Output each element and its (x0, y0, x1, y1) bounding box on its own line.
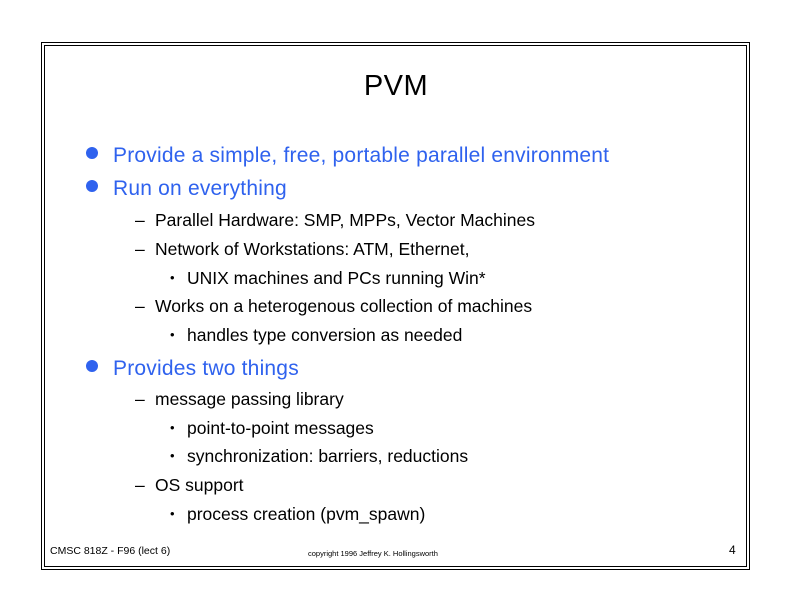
sub-sub-item (170, 267, 486, 289)
sub-item-text: message passing library (155, 389, 344, 409)
small-bullet-icon: • (170, 420, 175, 435)
bullet-item (86, 357, 299, 381)
sub-sub-item (170, 417, 374, 439)
dash-icon: – (135, 239, 145, 259)
sub-item (135, 474, 244, 496)
sub-sub-item-text: synchronization: barriers, reductions (187, 446, 469, 466)
sub-item (135, 388, 344, 410)
slide-title: PVM (363, 70, 429, 102)
sub-sub-item (170, 445, 468, 467)
bullet-text: Run on everything (113, 177, 287, 200)
sub-sub-item-text: point-to-point messages (187, 418, 374, 438)
bullet-text: Provide a simple, free, portable parallel environment (113, 144, 610, 167)
bullet-text: Provides two things (113, 357, 299, 380)
dash-icon: – (135, 296, 145, 316)
bullet-dot-icon (86, 360, 98, 372)
bullet-dot-icon (86, 180, 98, 192)
footer-copyright: copyright 1996 Jeffrey K. Hollingsworth (308, 549, 438, 558)
bullet-item (86, 177, 287, 201)
sub-sub-item-text: handles type conversion as needed (187, 325, 463, 345)
small-bullet-icon: • (170, 506, 175, 521)
sub-item-text: Network of Workstations: ATM, Ethernet, (155, 239, 470, 259)
sub-item-text: OS support (155, 475, 244, 495)
page-number: 4 (729, 543, 736, 557)
sub-sub-item-text: UNIX machines and PCs running Win* (187, 268, 486, 288)
small-bullet-icon: • (170, 270, 175, 285)
sub-sub-item-text: process creation (pvm_spawn) (187, 504, 426, 524)
dash-icon: – (135, 210, 145, 230)
dash-icon: – (135, 389, 145, 409)
sub-item (135, 209, 535, 231)
footer-course: CMSC 818Z - F96 (lect 6) (50, 545, 171, 557)
sub-item-text: Works on a heterogenous collection of machines (155, 296, 533, 316)
small-bullet-icon: • (170, 448, 175, 463)
sub-sub-item (170, 324, 462, 346)
dash-icon: – (135, 475, 145, 495)
sub-item (135, 238, 469, 260)
sub-item (135, 295, 532, 317)
small-bullet-icon: • (170, 327, 175, 342)
sub-item-text: Parallel Hardware: SMP, MPPs, Vector Machines (155, 210, 535, 230)
sub-sub-item (170, 503, 425, 525)
bullet-item (86, 144, 609, 168)
bullet-dot-icon (86, 147, 98, 159)
